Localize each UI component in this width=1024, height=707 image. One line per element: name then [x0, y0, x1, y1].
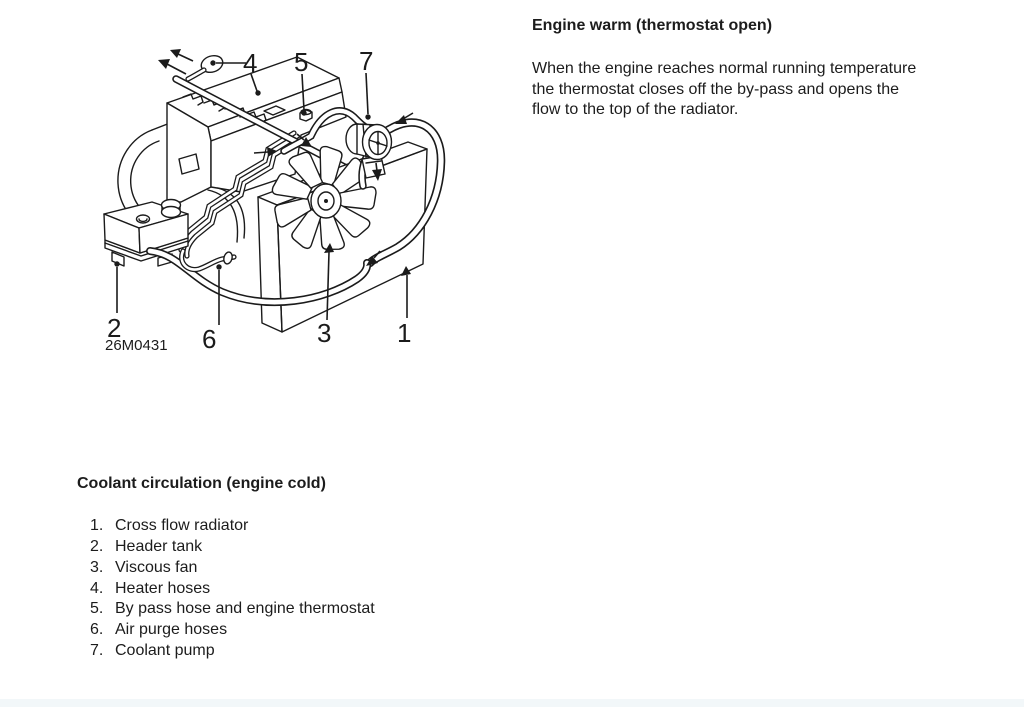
list-item-label: Coolant pump — [115, 642, 215, 660]
list-item — [90, 558, 375, 579]
paragraph-line: When the engine reaches normal running temperature — [532, 60, 917, 77]
list-item-number: 3. — [90, 558, 104, 576]
list-item — [90, 537, 375, 558]
callout-6: 6 — [202, 324, 217, 354]
list-item-label: Air purge hoses — [115, 621, 228, 639]
list-item-number: 1. — [90, 517, 104, 534]
list-item-number: 2. — [90, 537, 104, 555]
list-item-label: Cross flow radiator — [115, 517, 249, 534]
callout-7: 7 — [359, 46, 374, 76]
page-bottom-strip — [0, 699, 1024, 707]
cooling-system-diagram — [55, 15, 475, 365]
list-item — [90, 599, 375, 620]
list-item-number: 7. — [90, 642, 104, 660]
callout-5: 5 — [294, 47, 309, 77]
engine-warm-paragraph — [532, 59, 916, 121]
list-item-label: Heater hoses — [115, 579, 211, 597]
coolant-circulation-heading: Coolant circulation (engine cold) — [77, 475, 326, 492]
callout-3: 3 — [317, 318, 332, 348]
list-item — [90, 579, 375, 600]
paragraph-line: flow to the top of the radiator. — [532, 101, 739, 119]
callout-4: 4 — [243, 48, 258, 78]
header-tank — [104, 200, 188, 267]
callout-2: 2 — [107, 313, 122, 343]
list-item — [90, 620, 375, 641]
coolant-parts-list — [90, 516, 375, 662]
list-item — [90, 516, 375, 537]
engine-warm-heading: Engine warm (thermostat open) — [532, 17, 773, 34]
paragraph-line: the thermostat closes off the by-pass and opens the — [532, 80, 900, 98]
filler-cap — [162, 200, 181, 218]
figure-code: 26M0431 — [105, 337, 168, 354]
list-item — [90, 641, 375, 662]
list-item-label: By pass hose and engine thermostat — [115, 600, 375, 618]
list-item-number: 6. — [90, 621, 104, 639]
list-item-number: 5. — [90, 600, 104, 618]
list-item-label: Header tank — [115, 537, 203, 555]
list-item-label: Viscous fan — [115, 558, 198, 576]
list-item-number: 4. — [90, 579, 104, 597]
callout-1: 1 — [397, 318, 412, 348]
